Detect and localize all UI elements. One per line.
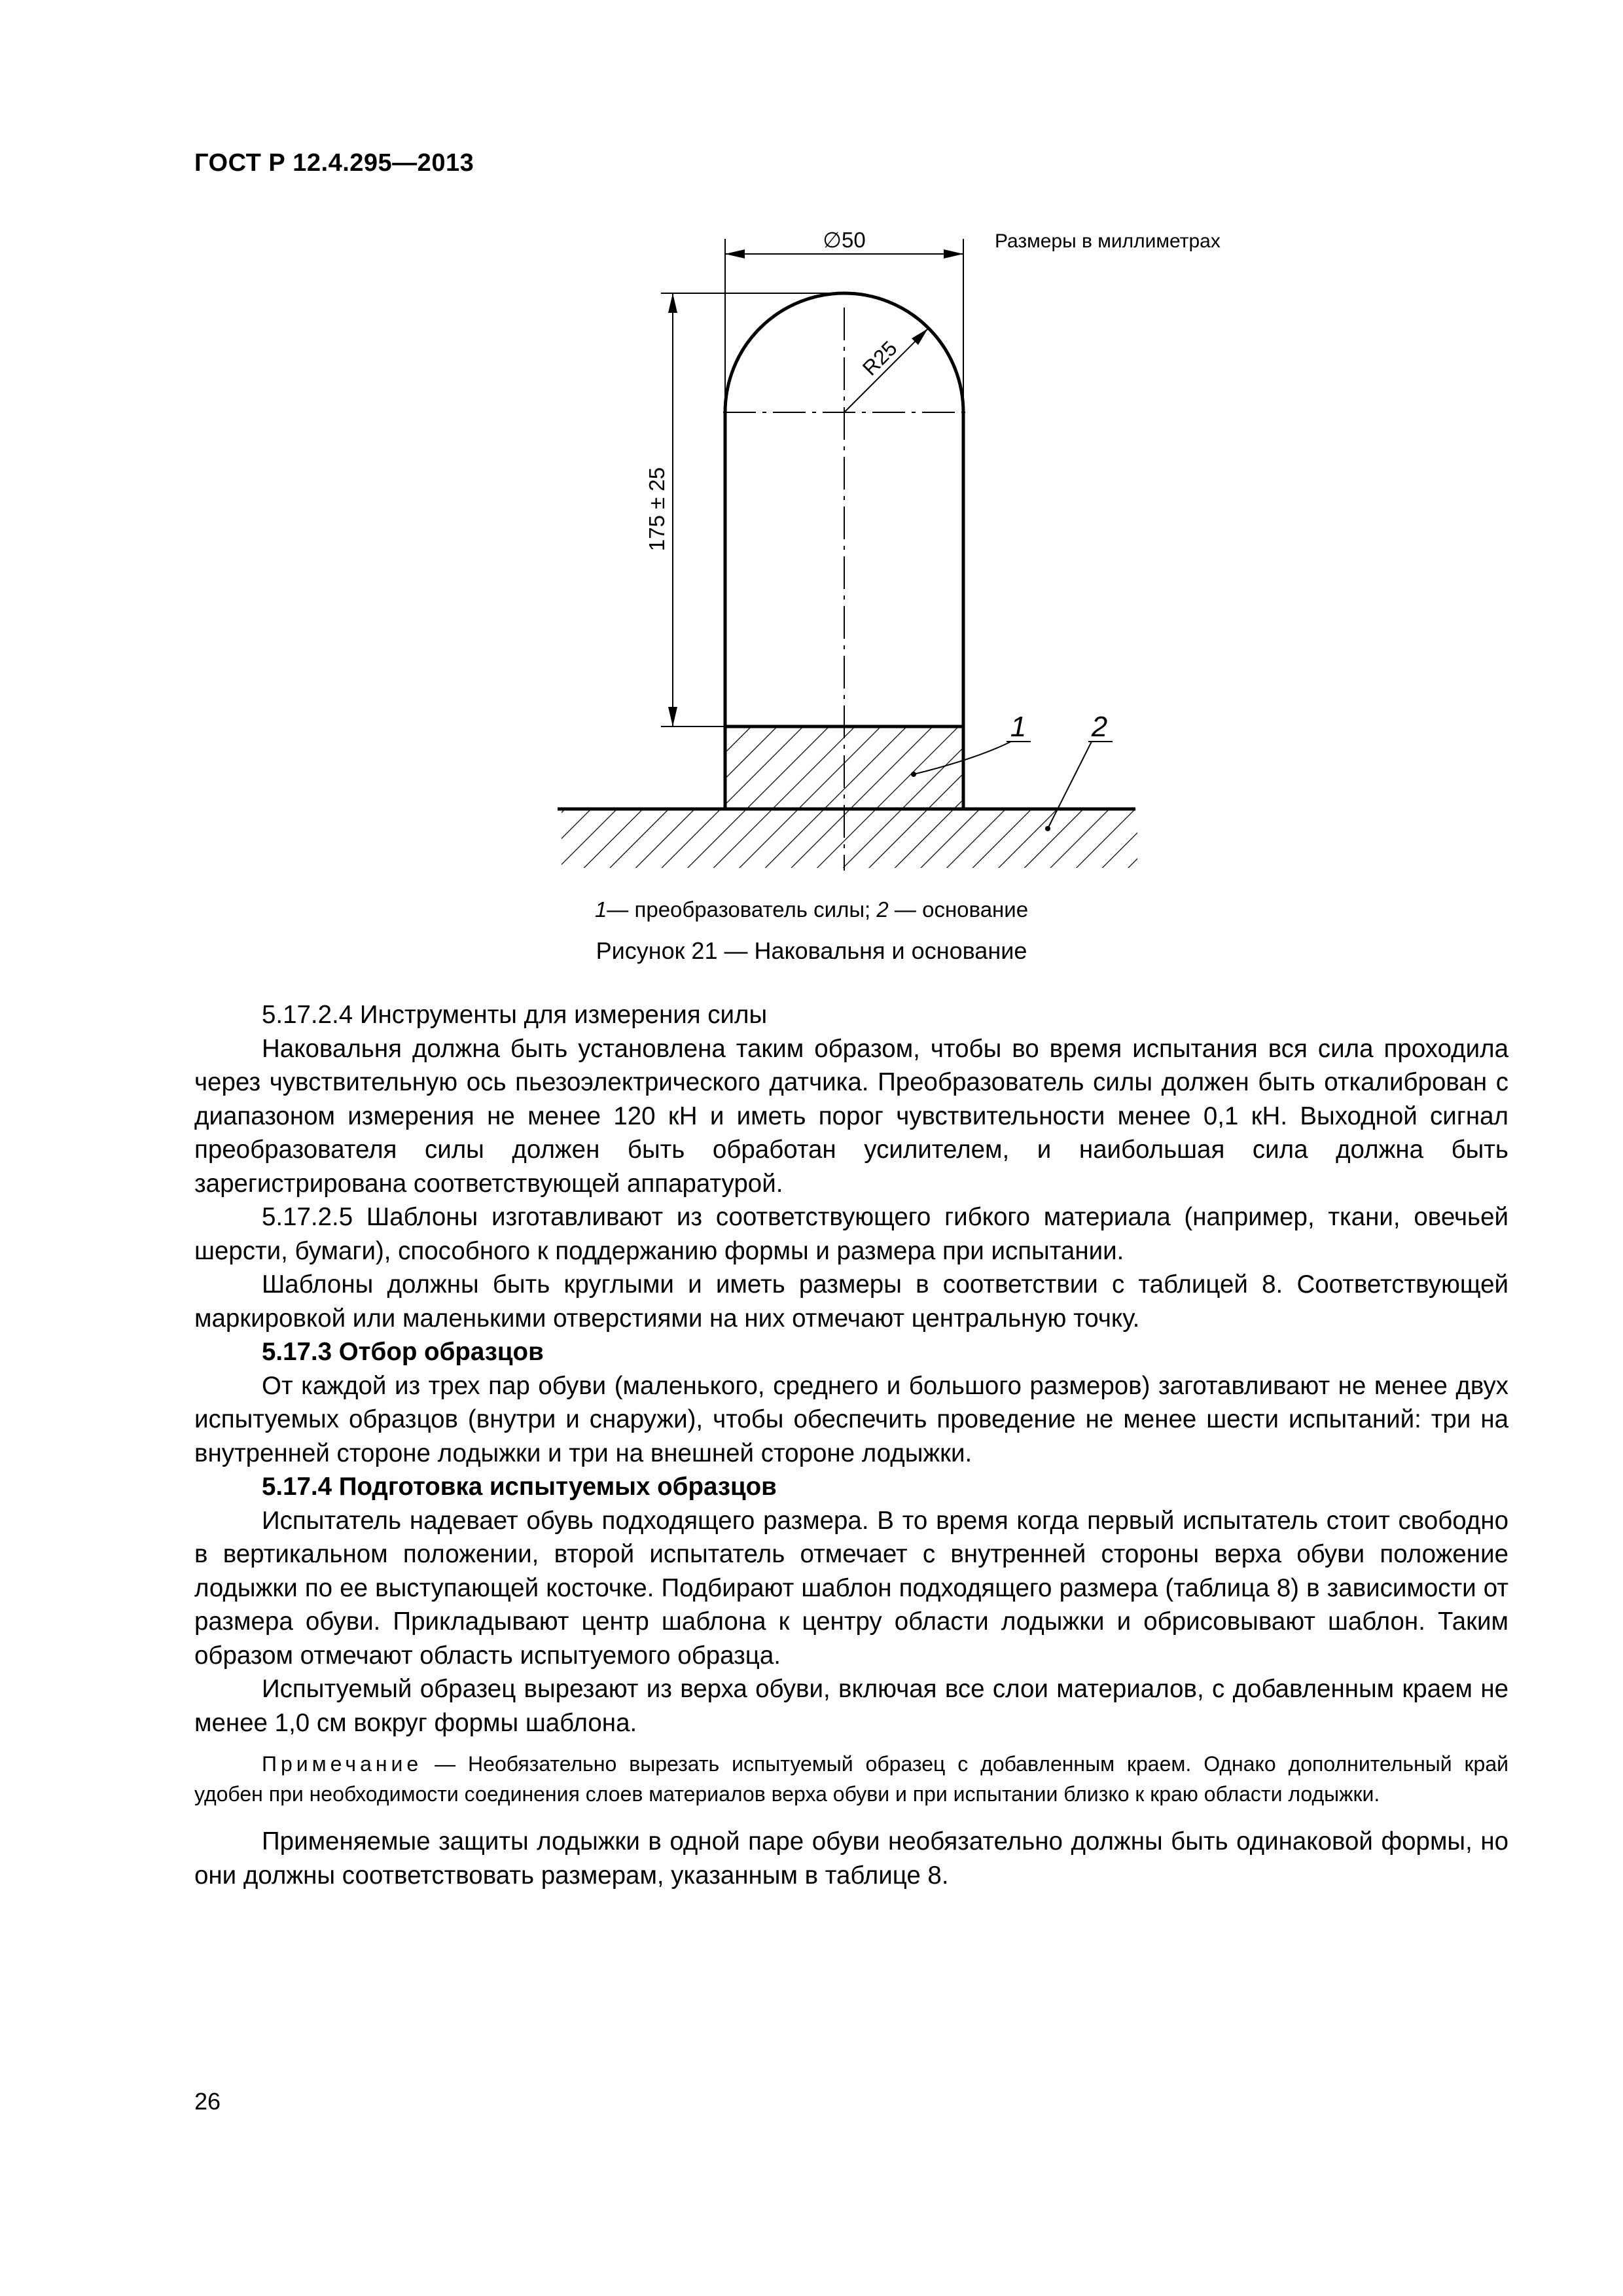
diameter-label: ∅50 xyxy=(823,228,866,252)
paragraph-5-17-2-4: 5.17.2.4 Инструменты для измерения силы xyxy=(262,1001,768,1029)
callout-1-label: 1 xyxy=(1010,711,1027,743)
callout-2-label: 2 xyxy=(1091,711,1108,743)
paragraph-sampling: От каждой из трех пар обуви (маленького, среднего и большого размеров) заготавливают не менее двух испытуемых образцов (внутри и снаружи), чтобы обеспечить проведение не менее шести испытаний: три на внутренней стороне лодыжки и три на внешней стороне лодыжки. xyxy=(194,1371,1508,1467)
legend-item-1-num: 1 xyxy=(594,897,607,922)
note-text: — Необязательно вырезать испытуемый образец с добавленным краем. Однако дополнительный край удобен при необходимости соединения слоев материалов верха обуви и при испытании близко к краю области лодыжки. xyxy=(194,1752,1508,1806)
height-label: 175 ± 25 xyxy=(645,467,669,552)
legend-item-2-num: 2 xyxy=(876,897,889,922)
base-hatch xyxy=(562,809,1137,868)
radius-label: R25 xyxy=(857,336,902,380)
height-dimension xyxy=(645,293,844,726)
document-body xyxy=(194,998,1508,1892)
paragraph-5-17-2-5: 5.17.2.5 Шаблоны изготавливают из соответствующего гибкого материала (например, ткани, овечьей шерсти, бумаги), способного к поддержанию формы и размера при испытании. xyxy=(194,1203,1508,1265)
paragraph-preparation: Испытатель надевает обувь подходящего размера. В то время когда первый испытатель стоит свободно в вертикальном положении, второй испытатель отмечает с внутренней стороны верха обуви положение лодыжки по ее выступающей косточке. Подбирают шаблон подходящего размера (таблица 8) в зависимости от размера обуви. Прикладывают центр шаблона к центру области лодыжки и обрисовывают шаблон. Таким образом отмечают область испытуемого образца. xyxy=(194,1506,1508,1670)
standard-header: ГОСТ Р 12.4.295—2013 xyxy=(194,149,474,177)
heading-5-17-3: 5.17.3 Отбор образцов xyxy=(262,1338,544,1366)
anvil-figure xyxy=(537,209,1296,897)
units-note: Размеры в миллиметрах xyxy=(995,230,1221,252)
note-label: Примечание xyxy=(262,1752,423,1776)
legend-item-2-text: — основание xyxy=(888,897,1029,922)
paragraph-protection: Применяемые защиты лодыжки в одной паре обуви необязательно должны быть одинаковой формы, но они должны соответствовать размерам, указанным в таблице 8. xyxy=(194,1827,1508,1890)
note xyxy=(194,1749,1508,1809)
page-number: 26 xyxy=(194,2088,221,2115)
legend-item-1-text: — преобразователь силы; xyxy=(607,897,877,922)
heading-5-17-4: 5.17.4 Подготовка испытуемых образцов xyxy=(262,1473,777,1501)
radius-dimension xyxy=(844,329,928,412)
paragraph-templates: Шаблоны должны быть круглыми и иметь размеры в соответствии с таблицей 8. Соответствующей маркировкой или маленькими отверстиями на них отмечают центральную точку. xyxy=(194,1270,1508,1333)
paragraph-cutting: Испытуемый образец вырезают из верха обуви, включая все слои материалов, с добавленным краем не менее 1,0 см вокруг формы шаблона. xyxy=(194,1675,1508,1737)
paragraph-anvil: Наковальня должна быть установлена таким образом, чтобы во время испытания вся сила проходила через чувствительную ось пьезоэлектрического датчика. Преобразователь силы должен быть откалиброван с диапазоном измерения не менее 120 кН и иметь порог чувствительности менее 0,1 кН. Выходной сигнал преобразователя силы должен быть обработан усилителем, и наибольшая сила должна быть зарегистрирована соответствующей аппаратурой. xyxy=(194,1034,1508,1198)
anvil-drawing xyxy=(537,209,1296,897)
figure-caption: Рисунок 21 — Наковальня и основание xyxy=(596,937,1027,964)
figure-legend xyxy=(0,897,1623,922)
